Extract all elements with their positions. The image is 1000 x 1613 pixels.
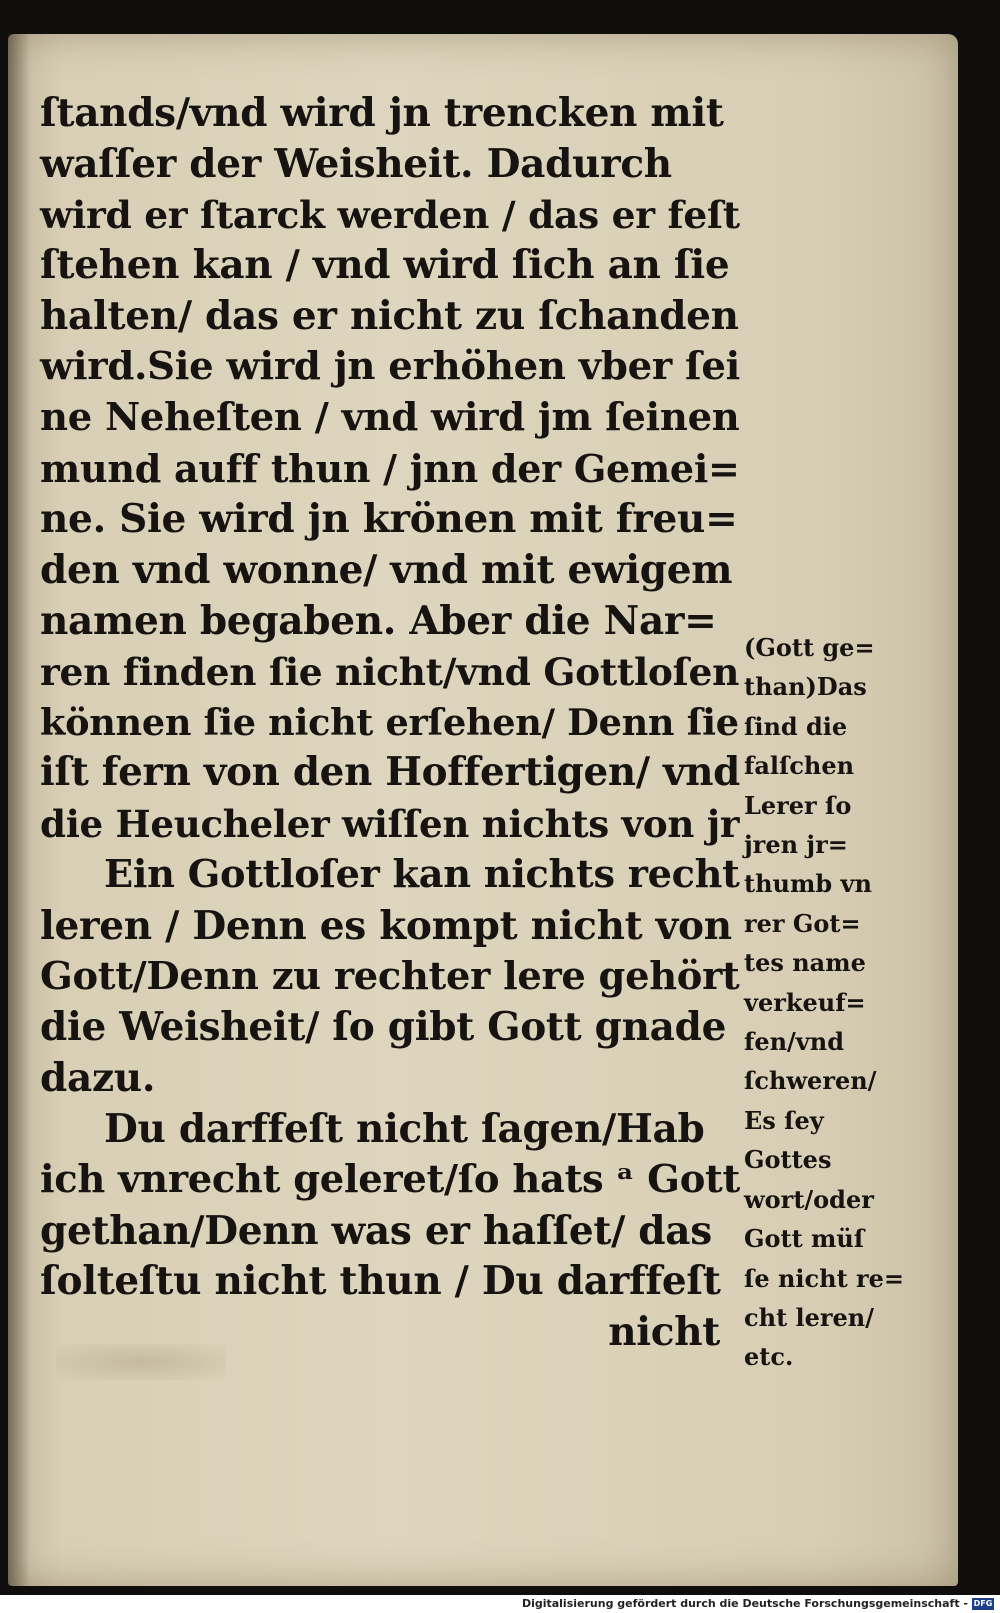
text-line: Du darffeſt nicht ſagen/Hab	[104, 1105, 705, 1152]
text-line: ſtands/vnd wird jn trencken mit	[40, 90, 724, 136]
text-line: ren finden ſie nicht/vnd Gottloſen	[40, 649, 740, 694]
footer-credit: Digitalisierung gefördert durch die Deutsche Forschungsgemeinschaft -	[521, 1597, 968, 1610]
margin-note-line: Lerer ſo	[744, 790, 852, 820]
margin-note-line: falſchen	[744, 751, 855, 781]
main-text-block	[40, 88, 740, 1358]
text-line: namen begaben. Aber die Nar=	[40, 597, 717, 644]
text-line: Ein Gottloſer kan nichts recht	[104, 851, 740, 897]
text-line: können ſie nicht erſehen/ Denn ſie	[40, 700, 739, 744]
margin-note-line: ſchweren/	[744, 1066, 877, 1096]
text-line: wird er ſtarck werden / das er feſt	[40, 192, 740, 237]
text-line: den vnd wonne/ vnd mit ewigem	[40, 547, 733, 594]
catchword: nicht	[608, 1309, 720, 1356]
margin-note-line: thumb vn	[744, 869, 872, 899]
margin-note-line: Gottes	[744, 1145, 832, 1175]
text-line: wird.Sie wird jn erhöhen vber ſei	[40, 343, 741, 389]
text-line: dazu.	[40, 1055, 156, 1102]
text-line: die Weisheit/ ſo gibt Gott gnade	[40, 1004, 727, 1051]
text-line: leren / Denn es kompt nicht von	[40, 902, 732, 949]
margin-note-line: (Gott ge=	[744, 633, 875, 662]
text-line: Gott/Denn zu rechter lere gehört	[40, 953, 740, 999]
text-line: iſt fern von den Hoffertigen/ vnd	[40, 750, 740, 796]
margin-note-line: Es ſey	[744, 1105, 824, 1135]
text-line: ne Neheſten / vnd wird jm ſeinen	[40, 394, 740, 440]
margin-note-line: cht leren/	[744, 1302, 875, 1332]
text-line: ſtehen kan / vnd wird ſich an ſie	[40, 242, 730, 289]
margin-note-line: jren jr=	[744, 830, 848, 860]
margin-note-line: tes name	[744, 948, 866, 978]
margin-note-line: verkeuf=	[744, 987, 866, 1017]
binding-shadow	[8, 34, 30, 1586]
text-line: ne. Sie wird jn krönen mit freu=	[40, 496, 738, 543]
margin-note-line: Gott müſ	[744, 1224, 865, 1254]
dfg-logo-icon: DFG	[973, 1599, 993, 1608]
margin-note-line: rer Got=	[744, 908, 861, 938]
text-line: halten/ das er nicht zu ſchanden	[40, 293, 739, 340]
margin-note	[744, 628, 934, 1377]
text-line: ich vnrecht geleret/ſo hats ᵃ Gott	[40, 1156, 740, 1202]
text-line: ſolteſtu nicht thun / Du darffeſt	[40, 1258, 721, 1305]
text-line: waſſer der Weisheit. Dadurch	[40, 140, 672, 187]
text-line: gethan/Denn was er haſſet/ das	[40, 1207, 712, 1254]
margin-note-line: wort/oder	[744, 1184, 874, 1214]
margin-note-line: etc.	[744, 1342, 794, 1372]
margin-note-line: ſe nicht re=	[744, 1263, 905, 1293]
margin-note-line: ſind die	[744, 711, 848, 741]
margin-note-line: than)Das	[744, 672, 867, 702]
text-line: mund auff thun / jnn der Gemei=	[40, 445, 740, 491]
margin-note-line: fen/vnd	[744, 1027, 844, 1057]
text-line: die Heucheler wiſſen nichts von jr	[40, 802, 740, 847]
